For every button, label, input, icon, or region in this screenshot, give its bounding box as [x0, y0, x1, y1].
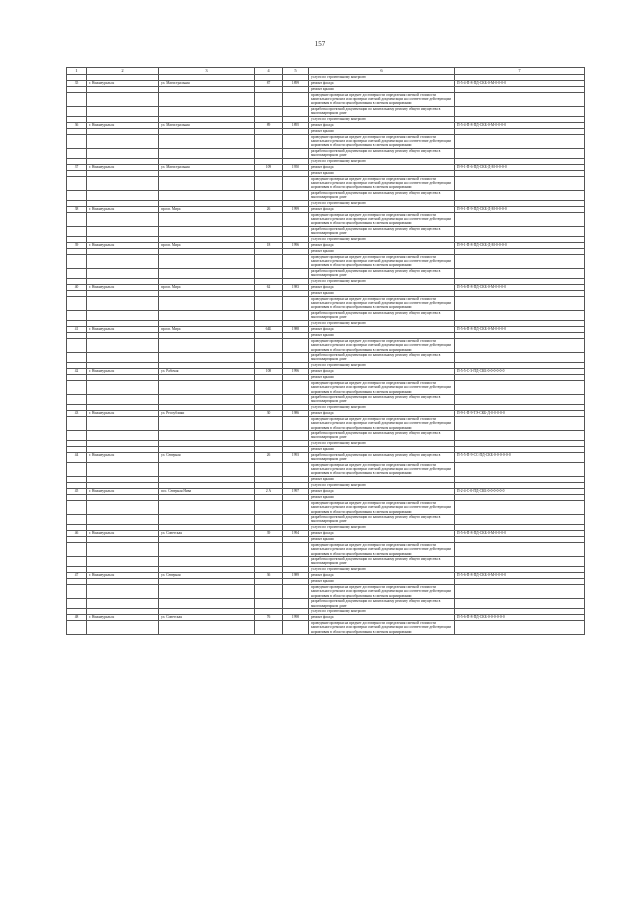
- record-year: 1996: [283, 242, 309, 248]
- service-cell: проведение проверки на предмет достоверности определения сметной стоимости капитального ремонта или проверки сметной документации на соответствие действующим нормативам в области ценообразования в сметном нормировании: [309, 462, 455, 476]
- service-cell: проведение проверки на предмет достоверности определения сметной стоимости капитального ремонта или проверки сметной документации на соответствие действующим нормативам в области ценообразования в сметном нормировании: [309, 296, 455, 310]
- record-service-row: [67, 557, 585, 567]
- service-cell: услуги по строительному контролю: [309, 608, 455, 614]
- record-code: П-5-6-П-8-ПД-СКБ-0-0-0-0-0-0: [455, 614, 585, 620]
- column-number: 2: [87, 68, 159, 75]
- service-cell: проведение проверки на предмет достоверности определения сметной стоимости капитального ремонта или проверки сметной документации на соответствие действующим нормативам в области ценообразования в сметном нормировании: [309, 620, 455, 634]
- record-code: П-5-4-П-8-ПД-СКБ-0-М-0-0-0-0: [455, 122, 585, 128]
- service-cell: проведение проверки на предмет достоверности определения сметной стоимости капитального ремонта или проверки сметной документации на соответствие действующим нормативам в области ценообразования в сметном нормировании: [309, 380, 455, 394]
- service-cell: ремонт фасада: [309, 326, 455, 332]
- record-year: 1950: [283, 164, 309, 170]
- record-service-row: [67, 542, 585, 556]
- record-code: П-5-6-П-8-ПД-СКБ-0-М-0-0-0-0: [455, 530, 585, 536]
- record-service-row: [67, 106, 585, 116]
- service-cell: услуги по строительному контролю: [309, 158, 455, 164]
- record-code: П-2-4-С-0-ПД-СКБ-0-0-0-0-0-0: [455, 488, 585, 494]
- service-cell: услуги по строительному контролю: [309, 278, 455, 284]
- service-cell: ремонт фасада: [309, 284, 455, 290]
- record-street: ул. Магистральная: [159, 80, 255, 86]
- service-cell: разработка проектной документации по капитальному ремонту общего имущества в многоквартирном доме: [309, 394, 455, 404]
- record-city: г. Нижнеуральск: [87, 410, 159, 416]
- service-cell: ремонт фасада: [309, 122, 455, 128]
- record-city: г. Нижнеуральск: [87, 368, 159, 374]
- service-cell: ремонт фасада: [309, 368, 455, 374]
- record-service-row: [67, 148, 585, 158]
- record-city: г. Нижнеуральск: [87, 572, 159, 578]
- service-cell: ремонт крыши: [309, 578, 455, 584]
- column-number: 6: [309, 68, 455, 75]
- service-cell: ремонт крыши: [309, 446, 455, 452]
- record-street: просп. Мира: [159, 206, 255, 212]
- service-cell: ремонт фасада: [309, 410, 455, 416]
- record-number: 40: [67, 284, 87, 290]
- record-city: г. Нижнеуральск: [87, 164, 159, 170]
- record-service-row: [67, 515, 585, 525]
- service-cell: ремонт фасада: [309, 80, 455, 86]
- service-cell: разработка проектной документации по капитальному ремонту общего имущества в многоквартирном доме: [309, 190, 455, 200]
- record-service-row: [67, 268, 585, 278]
- service-cell: услуги по строительному контролю: [309, 524, 455, 530]
- service-cell: разработка проектной документации по капитальному ремонту общего имущества в многоквартирном доме: [309, 148, 455, 158]
- record-year: 1988: [283, 326, 309, 332]
- record-city: г. Нижнеуральск: [87, 488, 159, 494]
- record-city: г. Нижнеуральск: [87, 122, 159, 128]
- record-number: 43: [67, 410, 87, 416]
- record-service-row: [67, 430, 585, 440]
- service-cell: разработка проектной документации по капитальному ремонту общего имущества в многоквартирном доме: [309, 268, 455, 278]
- record-code: П-9-1-П-9-ТЭ-СКБ-Д-0-0-0-0-0: [455, 410, 585, 416]
- record-service-row: [67, 500, 585, 514]
- record-city: г. Нижнеуральск: [87, 530, 159, 536]
- record-house: 87: [255, 80, 283, 86]
- service-cell: ремонт крыши: [309, 248, 455, 254]
- service-cell: проведение проверки на предмет достоверности определения сметной стоимости капитального ремонта или проверки сметной документации на соответствие действующим нормативам в области ценообразования в сметном нормировании: [309, 134, 455, 148]
- service-cell: проведение проверки на предмет достоверности определения сметной стоимости капитального ремонта или проверки сметной документации на соответствие действующим нормативам в области ценообразования в сметном нормировании: [309, 542, 455, 556]
- record-street: ул. Магистральная: [159, 164, 255, 170]
- record-code: П-5-5-П-9-СС-ПД-СКБ-0-0-0-0-0-0: [455, 452, 585, 462]
- record-house: 76: [255, 614, 283, 620]
- service-cell: ремонт фасада: [309, 242, 455, 248]
- record-year: 1986: [283, 410, 309, 416]
- record-number: 45: [67, 488, 87, 494]
- record-code: П-5-4-П-8-ПД-СКБ-0-М-0-0-0-0: [455, 80, 585, 86]
- record-year: 1895: [283, 122, 309, 128]
- record-city: г. Нижнеуральск: [87, 614, 159, 620]
- record-year: 1993: [283, 452, 309, 462]
- service-cell: услуги по строительному контролю: [309, 440, 455, 446]
- record-city: г. Нижнеуральск: [87, 80, 159, 86]
- column-number: 1: [67, 68, 87, 75]
- record-code: П-5-6-П-8-ПД-СКБ-0-М-0-0-0-0: [455, 572, 585, 578]
- record-service-row: [67, 584, 585, 598]
- column-number: 7: [455, 68, 585, 75]
- record-street: ул. Северная: [159, 452, 255, 462]
- record-service-row: [67, 176, 585, 190]
- service-cell: разработка проектной документации по капитальному ремонту общего имущества в многоквартирном доме: [309, 310, 455, 320]
- column-number: 4: [255, 68, 283, 75]
- service-cell: разработка проектной документации по капитальному ремонту общего имущества в многоквартирном доме: [309, 515, 455, 525]
- record-number: 47: [67, 572, 87, 578]
- service-cell: ремонт фасада: [309, 206, 455, 212]
- service-cell: разработка проектной документации по капитальному ремонту общего имущества в многоквартирном доме: [309, 599, 455, 609]
- service-cell: проведение проверки на предмет достоверности определения сметной стоимости капитального ремонта или проверки сметной документации на соответствие действующим нормативам в области ценообразования в сметном нормировании: [309, 500, 455, 514]
- record-year: 1989: [283, 572, 309, 578]
- record-street: пос. Северная Нива: [159, 488, 255, 494]
- service-cell: ремонт крыши: [309, 128, 455, 134]
- record-code: П-9-1-П-9-ПД-СКБ-Д-М-0-0-0-0: [455, 206, 585, 212]
- page-number: 157: [314, 40, 326, 48]
- record-house: 39: [255, 530, 283, 536]
- record-street: просп. Мира: [159, 284, 255, 290]
- record-code: П-5-5-С-3-ПД-СКБ-0-0-0-0-0-0: [455, 368, 585, 374]
- record-house: 109: [255, 164, 283, 170]
- record-service-row: [67, 254, 585, 268]
- service-cell: ремонт крыши: [309, 170, 455, 176]
- record-year: 1999: [283, 206, 309, 212]
- service-cell: ремонт фасада: [309, 164, 455, 170]
- record-year: 1994: [283, 530, 309, 536]
- record-number: 35: [67, 80, 87, 86]
- record-service-row: [67, 380, 585, 394]
- service-cell: услуги по строительному контролю: [309, 362, 455, 368]
- record-street: просп. Мира: [159, 242, 255, 248]
- record-code: П-5-6-П-8-ПД-СКБ-0-М-0-0-0-0: [455, 284, 585, 290]
- record-service-row: [67, 352, 585, 362]
- record-house: 36: [255, 572, 283, 578]
- service-cell: ремонт крыши: [309, 332, 455, 338]
- service-cell: проведение проверки на предмет достоверности определения сметной стоимости капитального ремонта или проверки сметной документации на соответствие действующим нормативам в области ценообразования в сметном нормировании: [309, 176, 455, 190]
- record-service-row: [67, 134, 585, 148]
- record-street: ул. Республики: [159, 410, 255, 416]
- record-street: ул. Магистральная: [159, 122, 255, 128]
- service-cell: проведение проверки на предмет достоверности определения сметной стоимости капитального ремонта или проверки сметной документации на соответствие действующим нормативам в области ценообразования в сметном нормировании: [309, 584, 455, 598]
- service-cell: разработка проектной документации по капитальному ремонту общего имущества в многоквартирном доме: [309, 557, 455, 567]
- column-number: 3: [159, 68, 255, 75]
- record-year: 1998: [283, 614, 309, 620]
- record-house: 18: [255, 242, 283, 248]
- record-code: П-9-1-П-6-ПД-СКБ-Д-М-0-0-0-0: [455, 164, 585, 170]
- record-number: 38: [67, 206, 87, 212]
- service-cell: ремонт фасада: [309, 572, 455, 578]
- record-number: 41: [67, 326, 87, 332]
- record-city: г. Нижнеуральск: [87, 452, 159, 462]
- service-cell: ремонт фасада: [309, 614, 455, 620]
- record-service-row: [67, 212, 585, 226]
- record-city: г. Нижнеуральск: [87, 242, 159, 248]
- record-service-row: [67, 190, 585, 200]
- record-row: [67, 452, 585, 462]
- record-service-row: [67, 462, 585, 476]
- service-cell: ремонт фасада: [309, 530, 455, 536]
- record-code: П-5-6-П-8-ПД-СКБ-0-М-0-0-0-0: [455, 326, 585, 332]
- record-house: 26: [255, 452, 283, 462]
- service-cell: ремонт крыши: [309, 290, 455, 296]
- record-service-row: [67, 338, 585, 352]
- service-cell: разработка проектной документации по капитальному ремонту общего имущества в многоквартирном доме: [309, 430, 455, 440]
- record-number: 46: [67, 530, 87, 536]
- service-cell: услуги по строительному контролю: [309, 74, 455, 80]
- record-number: 36: [67, 122, 87, 128]
- record-house: 64Б: [255, 326, 283, 332]
- record-service-row: [67, 92, 585, 106]
- service-cell: разработка проектной документации по капитальному ремонту общего имущества в многоквартирном доме: [309, 226, 455, 236]
- service-cell: ремонт крыши: [309, 86, 455, 92]
- service-cell: услуги по строительному контролю: [309, 200, 455, 206]
- service-cell: разработка проектной документации по капитальному ремонту общего имущества в многоквартирном доме: [309, 352, 455, 362]
- record-service-row: [67, 226, 585, 236]
- service-cell: проведение проверки на предмет достоверности определения сметной стоимости капитального ремонта или проверки сметной документации на соответствие действующим нормативам в области ценообразования в сметном нормировании: [309, 338, 455, 352]
- record-street: ул. Рабочая: [159, 368, 255, 374]
- record-number: 37: [67, 164, 87, 170]
- record-city: г. Нижнеуральск: [87, 326, 159, 332]
- housing-register-table: [66, 67, 585, 635]
- record-service-row: [67, 599, 585, 609]
- record-year: 1899: [283, 80, 309, 86]
- service-cell: ремонт крыши: [309, 374, 455, 380]
- service-cell: проведение проверки на предмет достоверности определения сметной стоимости капитального ремонта или проверки сметной документации на соответствие действующим нормативам в области ценообразования в сметном нормировании: [309, 92, 455, 106]
- record-service-row: [67, 416, 585, 430]
- service-cell: разработка проектной документации по капитальному ремонту общего имущества в многоквартирном доме: [309, 106, 455, 116]
- record-house: 89: [255, 122, 283, 128]
- service-cell: услуги по строительному контролю: [309, 116, 455, 122]
- record-service-row: [67, 394, 585, 404]
- column-number: 5: [283, 68, 309, 75]
- service-cell: проведение проверки на предмет достоверности определения сметной стоимости капитального ремонта или проверки сметной документации на соответствие действующим нормативам в области ценообразования в сметном нормировании: [309, 416, 455, 430]
- record-number: 48: [67, 614, 87, 620]
- record-service-row: [67, 296, 585, 310]
- service-cell: ремонт фасада: [309, 488, 455, 494]
- service-cell: услуги по строительному контролю: [309, 482, 455, 488]
- service-cell: ремонт крыши: [309, 494, 455, 500]
- record-year: 1997: [283, 488, 309, 494]
- service-cell: ремонт крыши: [309, 476, 455, 482]
- record-number: 39: [67, 242, 87, 248]
- record-year: 1996: [283, 368, 309, 374]
- record-house: 30: [255, 410, 283, 416]
- record-street: ул. Советская: [159, 530, 255, 536]
- service-cell: ремонт крыши: [309, 536, 455, 542]
- record-number: 42: [67, 368, 87, 374]
- record-number: 44: [67, 452, 87, 462]
- record-code: П-9-1-П-8-ПД-СКБ-Д-М-0-0-0-0: [455, 242, 585, 248]
- service-cell: услуги по строительному контролю: [309, 236, 455, 242]
- service-cell: услуги по строительному контролю: [309, 404, 455, 410]
- record-city: г. Нижнеуральск: [87, 206, 159, 212]
- record-house: 108: [255, 368, 283, 374]
- service-cell: услуги по строительному контролю: [309, 320, 455, 326]
- service-cell: разработка проектной документации по капитальному ремонту общего имущества в многоквартирном доме: [309, 452, 455, 462]
- service-cell: проведение проверки на предмет достоверности определения сметной стоимости капитального ремонта или проверки сметной документации на соответствие действующим нормативам в области ценообразования в сметном нормировании: [309, 212, 455, 226]
- service-cell: проведение проверки на предмет достоверности определения сметной стоимости капитального ремонта или проверки сметной документации на соответствие действующим нормативам в области ценообразования в сметном нормировании: [309, 254, 455, 268]
- record-city: г. Нижнеуральск: [87, 284, 159, 290]
- record-house: 2 А: [255, 488, 283, 494]
- record-service-row: [67, 310, 585, 320]
- record-house: 62: [255, 284, 283, 290]
- record-year: 1983: [283, 284, 309, 290]
- record-house: 26: [255, 206, 283, 212]
- record-street: просп. Мира: [159, 326, 255, 332]
- service-cell: услуги по строительному контролю: [309, 566, 455, 572]
- record-service-row: [67, 620, 585, 634]
- record-street: ул. Советская: [159, 614, 255, 620]
- record-street: ул. Северная: [159, 572, 255, 578]
